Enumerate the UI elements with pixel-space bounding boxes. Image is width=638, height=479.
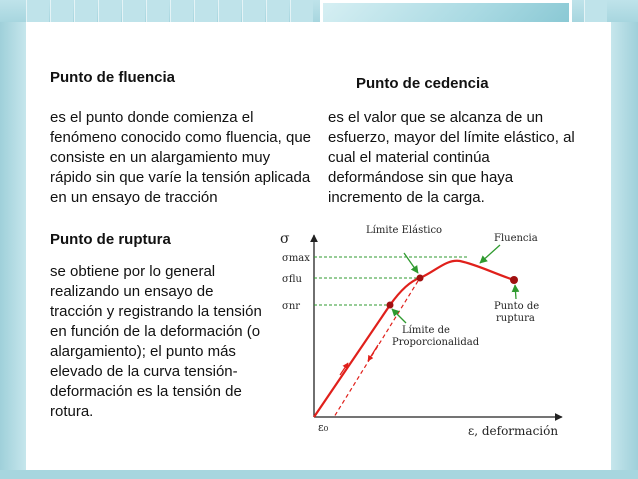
text-line: deformándose sin que haya bbox=[328, 169, 514, 186]
text-line: realizando un ensayo de bbox=[50, 283, 214, 300]
text-line: es el valor que se alcanza de un bbox=[328, 109, 544, 126]
sigma-flu-label: σflu bbox=[282, 274, 302, 285]
frame-tile bbox=[218, 0, 241, 22]
text-line: deformación es la tensión de bbox=[50, 383, 242, 400]
text-line: esfuerzo, mayor del límite elástico, al bbox=[328, 129, 575, 146]
sigma-max-label: σmax bbox=[282, 253, 310, 264]
heading-punto-fluencia: Punto de fluencia bbox=[50, 69, 176, 86]
frame-tile bbox=[194, 0, 217, 22]
text-line: incremento de la carga. bbox=[328, 189, 485, 206]
left-frame bbox=[0, 22, 26, 479]
frame-tile bbox=[170, 0, 193, 22]
text-line: se obtiene por lo general bbox=[50, 263, 216, 280]
heading-punto-cedencia: Punto de cedencia bbox=[356, 75, 489, 92]
fluencia-arrow bbox=[480, 245, 500, 263]
frame-tile bbox=[122, 0, 145, 22]
rupture-label-line2: ruptura bbox=[496, 313, 535, 324]
frame-tile bbox=[290, 0, 313, 22]
rupture-arrow bbox=[515, 285, 516, 299]
bottom-frame bbox=[0, 470, 638, 479]
frame-tile bbox=[146, 0, 169, 22]
text-line: rotura. bbox=[50, 403, 94, 420]
elastic-limit-arrow bbox=[404, 253, 418, 273]
proportionality-label-line1: Límite de bbox=[402, 325, 450, 336]
unloading-arrow bbox=[368, 345, 378, 361]
rupture-point bbox=[510, 276, 518, 284]
proportionality-point bbox=[387, 302, 394, 309]
stress-strain-diagram bbox=[268, 223, 568, 445]
text-line: fenómeno conocido como fluencia, que bbox=[50, 129, 312, 146]
frame-tile bbox=[584, 0, 607, 22]
text-line: tracción y registrando la tensión bbox=[50, 303, 262, 320]
x-axis-label: ε, deformación bbox=[468, 424, 559, 438]
frame-tile bbox=[242, 0, 265, 22]
frame-tile bbox=[266, 0, 289, 22]
y-axis-label: σ bbox=[280, 231, 290, 247]
elastic-limit-label: Límite Elástico bbox=[366, 225, 443, 236]
text-line: cual el material continúa bbox=[328, 149, 490, 166]
text-line: alargamiento); el punto más bbox=[50, 343, 236, 360]
elastic-limit-point bbox=[417, 275, 424, 282]
proportionality-label-line2: Proporcionalidad bbox=[392, 337, 480, 348]
fluencia-label: Fluencia bbox=[494, 233, 538, 244]
frame-tile bbox=[98, 0, 121, 22]
origin-label: ε₀ bbox=[318, 421, 329, 434]
text-line: en un ensayo de tracción bbox=[50, 189, 218, 206]
heading-punto-ruptura: Punto de ruptura bbox=[50, 231, 171, 248]
frame-tile bbox=[26, 0, 49, 22]
text-line: es el punto donde comienza el bbox=[50, 109, 254, 126]
frame-tile bbox=[50, 0, 73, 22]
right-frame bbox=[611, 22, 638, 479]
rupture-label-line1: Punto de bbox=[494, 301, 540, 312]
frame-tile bbox=[74, 0, 97, 22]
text-line: elevado de la curva tensión- bbox=[50, 363, 238, 380]
text-line: en función de la deformación (o bbox=[50, 323, 261, 340]
text-line: consiste en un alargamiento muy bbox=[50, 149, 271, 166]
text-line: rápido sin que varíe la tensión aplicada bbox=[50, 169, 311, 186]
sigma-nr-label: σnr bbox=[282, 301, 301, 312]
